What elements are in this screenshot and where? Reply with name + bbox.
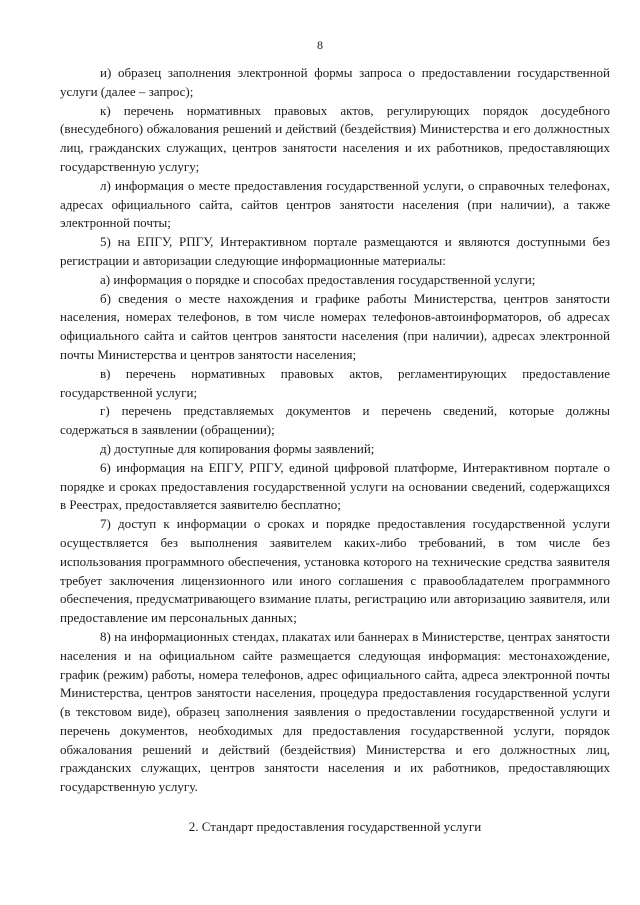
paragraph-item-i: и) образец заполнения электронной формы запроса о предоставлении государственной услуги (далее – запрос);	[60, 65, 610, 99]
paragraph-item-8: 8) на информационных стендах, плакатах или баннерах в Министерстве, центрах занятости населения и на официальном сайте размещается следующая информация: местонахождение, график (режим) работы, номера телефонов, адрес официального сайта, адреса электронной почты Министерства, центров занятости населения, процедура предоставления государственной услуги (в текстовом виде), образец заполнения заявления о предоставлении государственной услуги и перечень документов, необходимых для предоставления государственной услуги, порядок обжалования решений и действий (бездействия) Министерства и его должностных лиц, гражданских служащих, центров занятости населения и их работников, предоставляющих государственную услугу.	[60, 628, 610, 795]
paragraph-item-k: к) перечень нормативных правовых актов, регулирующих порядок досудебного (внесудебного) обжалования решений и действий (бездействия) Министерства и его должностных лиц, гражданских служащих, центров занятости населения и их работников, предоставляющих государственную услугу;	[60, 102, 610, 174]
paragraph-item-d: д) доступные для копирования формы заявлений;	[100, 440, 375, 456]
paragraph-item-7: 7) доступ к информации о сроках и порядке предоставления государственной услуги осуществляется без выполнения заявителем каких-либо требований, в том числе без использования программного обеспечения, установка которого на технические средства заявителя требует заключения лицензионного или иного соглашения с правообладателем программного обеспечения, предусматривающего взимание платы, регистрацию или авторизацию заявителя, или предоставление им персональных данных;	[60, 516, 610, 626]
paragraph-item-l: л) информация о месте предоставления государственной услуги, о справочных телефонах, адресах официального сайта, сайтов центров занятости населения (при наличии), а также электронной почты;	[60, 177, 610, 231]
paragraph-item-v: в) перечень нормативных правовых актов, регламентирующих предоставление государственной услуги;	[60, 365, 610, 400]
paragraph-item-a: а) информация о порядке и способах предоставления государственной услуги;	[100, 271, 536, 287]
paragraph-item-b: б) сведения о месте нахождения и графике работы Министерства, центров занятости населения, номерах телефонов, в том числе номерах телефонов-автоинформаторов, об адресах официального сайта и сайтов центров занятости населения (при наличии), адресах электронной почты Министерства и центров занятости населения;	[60, 290, 610, 362]
paragraph-item-g: г) перечень представляемых документов и перечень сведений, которые должны содержаться в заявлении (обращении);	[60, 403, 610, 438]
page-number: 8	[317, 38, 323, 52]
document-body	[60, 64, 610, 797]
paragraph-item-6: 6) информация на ЕПГУ, РПГУ, единой цифровой платформе, Интерактивном портале о порядке и сроках предоставления государственной услуги на основании сведений, содержащихся в Реестрах, предоставляется заявителю бесплатно;	[60, 459, 610, 513]
paragraph-item-5: 5) на ЕПГУ, РПГУ, Интерактивном портале размещаются и являются доступными без регистрации и авторизации следующие информационные материалы:	[60, 234, 610, 268]
section-heading: 2. Стандарт предоставления государственной услуги	[188, 819, 482, 834]
